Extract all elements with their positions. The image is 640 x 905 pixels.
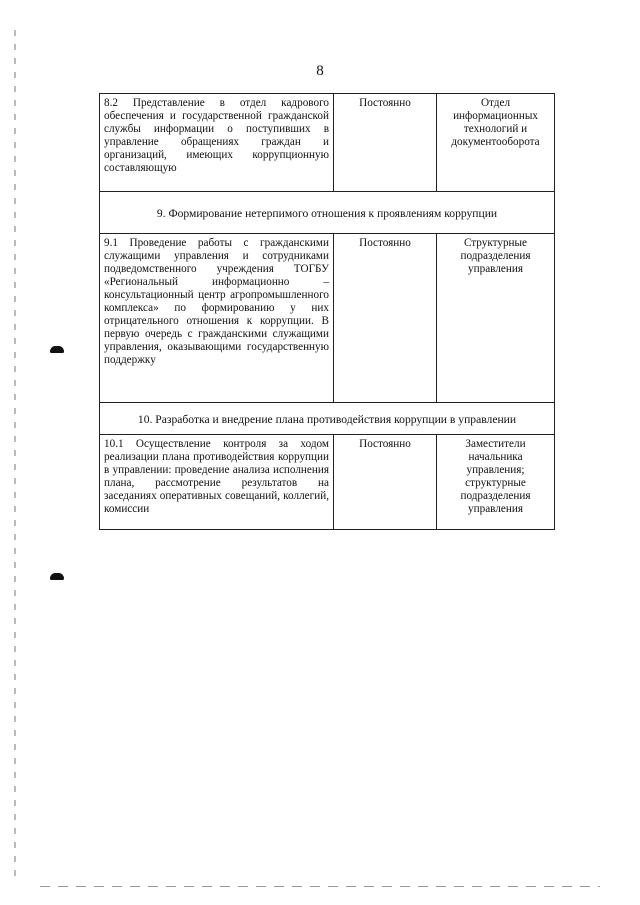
- measure-cell: 8.2 Представление в отдел кадрового обеспечения и государственной гражданской службы информации о поступивших в управление обращениях граждан и организаций, имеющих коррупционную составляющую: [100, 94, 334, 192]
- table-row: [100, 234, 555, 403]
- scan-edge-artifact: [14, 30, 16, 880]
- responsible-cell: Заместители начальника управления; структурные подразделения управления: [437, 435, 555, 530]
- scan-bottom-artifact: [40, 886, 600, 887]
- section-title: 10. Разработка и внедрение плана противодействия коррупции в управлении: [100, 403, 555, 435]
- section-heading-row: [100, 403, 555, 435]
- term-cell: Постоянно: [334, 435, 437, 530]
- table-row: [100, 435, 555, 530]
- section-title: 9. Формирование нетерпимого отношения к проявлениям коррупции: [100, 192, 555, 234]
- measure-cell: 10.1 Осуществление контроля за ходом реализации плана противодействия коррупции в управлении: проведение анализа исполнения плана, рассмотрение результатов на заседаниях оперативных совещаний, коллегий, комиссии: [100, 435, 334, 530]
- section-heading-row: [100, 192, 555, 234]
- page-number: 8: [316, 63, 324, 79]
- anti-corruption-plan-table: [99, 93, 555, 530]
- term-cell: Постоянно: [334, 94, 437, 192]
- hole-punch-mark: [50, 346, 64, 353]
- hole-punch-mark: [50, 573, 64, 580]
- measure-cell: 9.1 Проведение работы с гражданскими служащими управления и сотрудниками подведомственного учреждения ТОГБУ «Региональный информационно – консультационный центр агропромышленного комплекса» по формированию у них отрицательного отношения к коррупции. В первую очередь с гражданскими служащими управления, оказывающими государственную поддержку: [100, 234, 334, 403]
- table-row: [100, 94, 555, 192]
- term-cell: Постоянно: [334, 234, 437, 403]
- responsible-cell: Отдел информационных технологий и документооборота: [437, 94, 555, 192]
- responsible-cell: Структурные подразделения управления: [437, 234, 555, 403]
